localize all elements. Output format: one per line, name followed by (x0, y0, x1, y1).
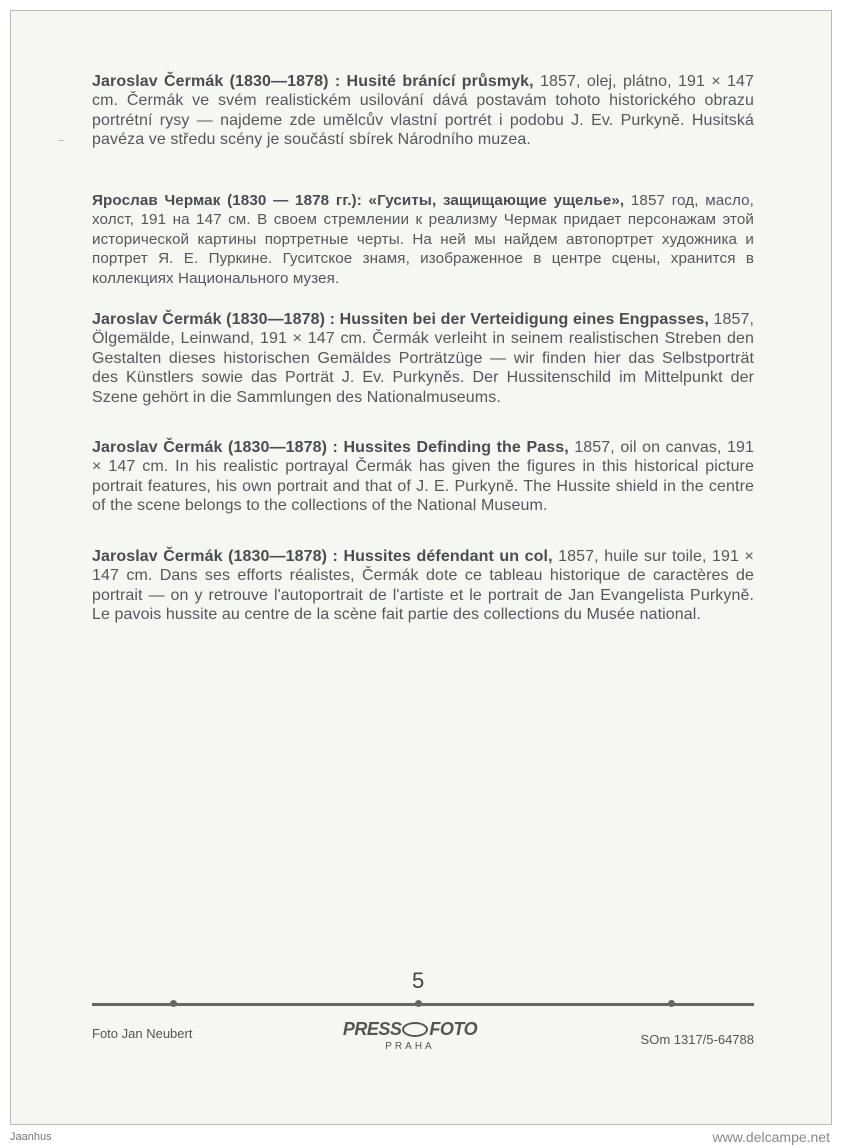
logo-city: PRAHA (385, 1041, 435, 1052)
title-english: Jaroslav Čermák (1830—1878) : Hussites Definding the Pass, (92, 439, 569, 456)
description-french (92, 547, 754, 625)
description-czech (92, 72, 754, 150)
title-russian: Ярослав Чермак (1830 — 1878 гг.): «Гуситы, защищающие ущелье», (92, 192, 625, 209)
photo-credit: Foto Jan Neubert (92, 1026, 193, 1041)
title-german: Jaroslav Čermák (1830—1878) : Hussiten bei der Verteidigung eines Engpasses, (92, 311, 709, 328)
description-german (92, 310, 754, 407)
logo-wordmark (335, 1019, 485, 1039)
margin-mark (58, 140, 64, 141)
pressfoto-logo (335, 1019, 485, 1052)
logo-word-right: FOTO (429, 1019, 478, 1039)
rule-dot (668, 1000, 675, 1007)
body-czech: 1857, olej, plátno, 191 × 147 cm. Čermák ve svém realistickém usilování dává postavám tohoto historického obrazu portrétní rysy — najdeme zde umělcův vlastní portrét i podobu J. Ev. Purkyně. Husitská pavéza ve středu scény je součástí sbírek Národního muzea. (92, 73, 754, 149)
site-watermark: www.delcampe.net (712, 1129, 830, 1145)
title-french: Jaroslav Čermák (1830—1878) : Hussites défendant un col, (92, 548, 553, 565)
rule-dot (170, 1000, 177, 1007)
body-english: 1857, oil on canvas, 191 × 147 cm. In his realistic portrayal Čermák has given the figures in this historical picture portrait features, his own portrait and that of J. E. Purkyně. The Hussite shield in the centre of the scene belongs to the collections of the National Museum. (92, 439, 754, 515)
globe-icon (402, 1022, 428, 1037)
seller-watermark: Jaanhus (10, 1131, 52, 1143)
description-russian (92, 191, 754, 288)
body-french: 1857, huile sur toile, 191 × 147 cm. Dans ses efforts réalistes, Čermák dote ce tableau historique de caractères de portrait — on y retrouve l'autoportrait de l'artiste et le portrait de Jan Evangelista Purkyně. Le pavois hussite au centre de la scène fait partie des collections du Musée national. (92, 548, 754, 624)
catalog-code: SOm 1317/5-64788 (640, 1032, 754, 1047)
title-czech: Jaroslav Čermák (1830—1878) : Husité bránící průsmyk, (92, 73, 534, 90)
page-number: 5 (412, 968, 425, 993)
body-russian: 1857 год, масло, холст, 191 на 147 см. В своем стремлении к реализму Чермак придает персонажам этой исторической картины портретные черты. На ней мы найдем автопортрет художника и портрет Я. Е. Пуркине. Гуситское знамя, изображенное в центре сцены, хранится в коллекциях Национального музея. (92, 192, 754, 287)
description-english (92, 438, 754, 516)
logo-word-left: PRESS (342, 1019, 402, 1039)
divider-rule (92, 1003, 754, 1006)
rule-dot (415, 1000, 422, 1007)
body-german: 1857, Ölgemälde, Leinwand, 191 × 147 cm. Čermák verleiht in seinem realistischen Streben den Gestalten dieses historischen Gemäldes Porträtzüge — wir finden hier das Selbstporträt des Künstlers sowie das Porträt J. Ev. Purkyněs. Der Hussitenschild im Mittelpunkt der Szene gehört in die Sammlungen des Nationalmuseums. (92, 311, 754, 406)
